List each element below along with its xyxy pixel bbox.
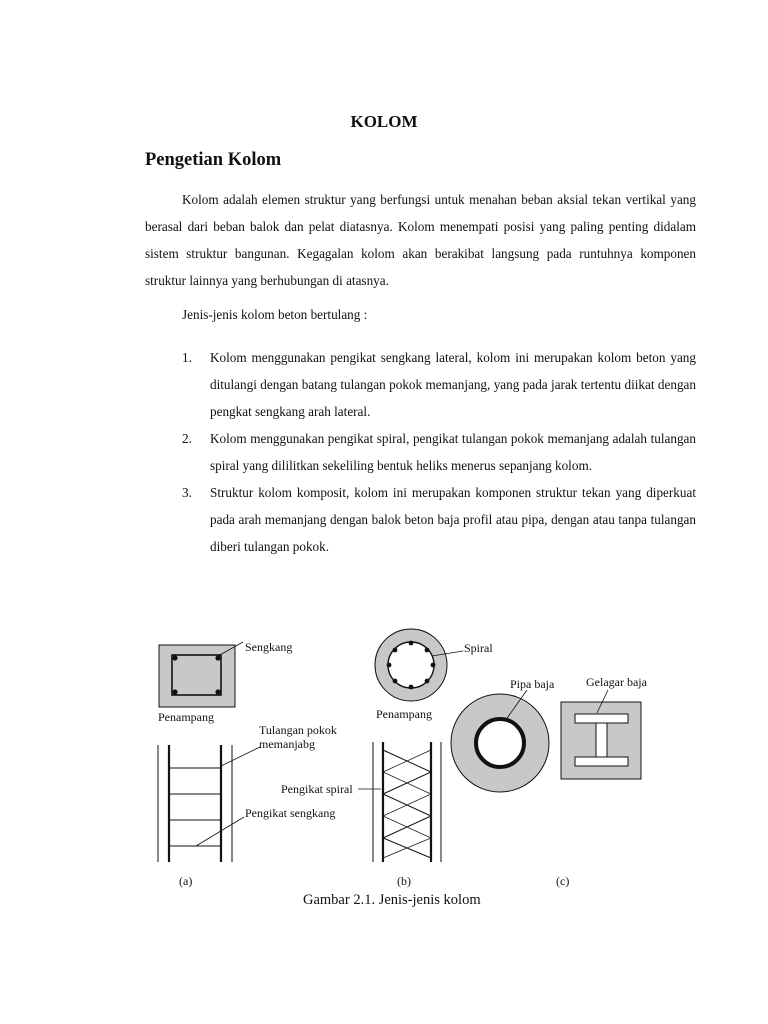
spiral-zigzag <box>383 750 431 858</box>
document-title: KOLOM <box>350 112 418 131</box>
label-penampang-a: Penampang <box>158 710 214 724</box>
section-heading: Pengetian Kolom <box>145 150 282 170</box>
rebar-dot <box>215 655 220 660</box>
tied-column-elevation <box>158 745 260 862</box>
spiral-column-elevation <box>358 742 441 862</box>
list-number: 1. <box>182 350 192 365</box>
spiral-zigzag-back <box>383 750 431 858</box>
list-intro: Jenis-jenis kolom beton bertulang : <box>182 307 368 322</box>
figure-caption: Gambar 2.1. Jenis-jenis kolom <box>303 892 481 908</box>
flange-top <box>575 714 628 723</box>
steel-pipe <box>476 719 524 767</box>
label-memanjang: memanjabg <box>259 737 315 751</box>
list-text: Kolom menggunakan pengikat sengkang lateral, kolom ini merupakan kolom beton yang ditulangi dengan batang tulangan pokok memanjang, yang pada jarak tertentu diikat dengan pengkat sengkang arah lateral. <box>210 350 696 419</box>
rebar-dot <box>425 679 430 684</box>
composite-pipe-section <box>451 690 549 792</box>
leader-line <box>221 747 260 766</box>
rebar-dot <box>172 655 177 660</box>
label-penampang-b: Penampang <box>376 707 432 721</box>
label-sengkang: Sengkang <box>245 640 293 654</box>
label-spiral: Spiral <box>464 641 493 655</box>
web <box>596 723 607 757</box>
list-text: Kolom menggunakan pengikat spiral, pengikat tulangan pokok memanjang adalah tulangan spiral yang dililitkan sekeliling bentuk heliks menerus sepanjang kolom. <box>210 431 696 473</box>
label-pengikat-spiral: Pengikat spiral <box>281 782 353 796</box>
rebar-dot <box>409 685 414 690</box>
label-tulangan-pokok: Tulangan pokok <box>259 723 337 737</box>
label-b: (b) <box>397 874 411 888</box>
flange-bottom <box>575 757 628 766</box>
tied-column-section <box>159 642 243 707</box>
label-pengikat-sengkang: Pengikat sengkang <box>245 806 336 820</box>
rebar-dot <box>431 663 436 668</box>
rebar-dot <box>393 679 398 684</box>
body-paragraph: Kolom adalah elemen struktur yang berfungsi untuk menahan beban aksial tekan vertikal yang berasal dari beban balok dan pelat diatasnya. Kolom menempati posisi yang paling penting didalam sistem struktur bangunan. Kegagalan kolom akan berakibat langsung pada runtuhnya komponen struktur lainnya yang berhubungan di atasnya. <box>145 192 696 288</box>
rebar-dot <box>387 663 392 668</box>
list-number: 2. <box>182 431 192 446</box>
rebar-dot <box>409 641 414 646</box>
list-number: 3. <box>182 485 192 500</box>
label-pipa-baja: Pipa baja <box>510 677 555 691</box>
label-a: (a) <box>179 874 193 888</box>
label-gelagar-baja: Gelagar baja <box>586 675 647 689</box>
rebar-dot <box>215 689 220 694</box>
rebar-dot <box>425 648 430 653</box>
composite-gelagar-section <box>561 690 641 779</box>
label-c: (c) <box>556 874 570 888</box>
spiral-column-section <box>375 629 463 701</box>
rebar-dot <box>172 689 177 694</box>
rebar-dot <box>393 648 398 653</box>
list-text: Struktur kolom komposit, kolom ini merupakan komponen struktur tekan yang diperkuat pada arah memanjang dengan balok beton baja profil atau pipa, dengan atau tanpa tulangan diberi tulangan pokok. <box>210 485 696 554</box>
